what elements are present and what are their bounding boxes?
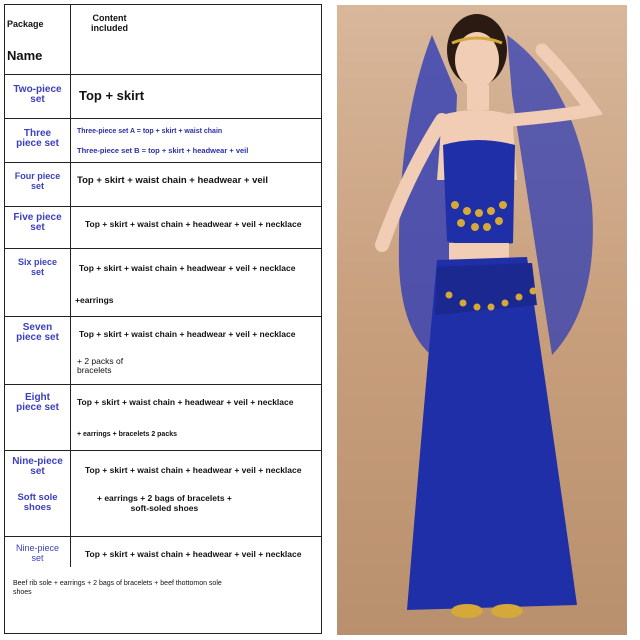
table-row: [5, 317, 321, 385]
row-content: +earrings: [75, 295, 114, 305]
row-name: Six piece set: [17, 257, 58, 277]
row-content: Three-piece set B = top + skirt + headwear + veil: [77, 146, 249, 155]
table-row: [5, 119, 321, 163]
row-name: Nine-piece set: [15, 543, 60, 563]
header-name: Name: [7, 48, 43, 63]
table-header-row: [5, 5, 321, 75]
dancer-illustration: [337, 5, 627, 635]
table-row: [5, 75, 321, 119]
row-content: Top + skirt + waist chain + headwear + veil + necklace: [85, 549, 302, 559]
row-name: Five piece set: [13, 212, 62, 233]
header-package: Package: [7, 19, 44, 29]
left-shoe: [451, 604, 483, 618]
row-content: Top + skirt + waist chain + headwear + veil + necklace: [85, 465, 302, 475]
neck: [467, 85, 489, 110]
table-row: [5, 385, 321, 451]
right-shoe: [491, 604, 523, 618]
row-name: Eight piece set: [16, 392, 59, 413]
row-content: Beef rib sole + earrings + 2 bags of bracelets + beef thottomon sole shoes: [13, 580, 222, 596]
row-content: Top + skirt + waist chain + headwear + veil + necklace: [79, 263, 296, 273]
header-content-cell: [71, 5, 321, 74]
table-row: [5, 249, 321, 317]
row-content: Three-piece set A = top + skirt + waist chain: [77, 128, 223, 135]
row-content: + earrings + bracelets 2 packs: [77, 431, 178, 438]
row-content: Top + skirt + waist chain + headwear + veil: [77, 175, 268, 186]
package-table: [4, 4, 322, 634]
row-content: Top + skirt + waist chain + headwear + veil + necklace: [85, 219, 302, 229]
table-row: [5, 451, 321, 537]
table-row: [5, 207, 321, 249]
table-row: [5, 163, 321, 207]
header-name-cell: [5, 5, 71, 74]
header-content: Content included: [91, 13, 129, 33]
row-name: Nine-piece set: [12, 456, 63, 477]
costume-top: [443, 140, 515, 247]
row-content: + 2 packs of bracelets: [77, 356, 124, 375]
row-name: Three piece set: [16, 128, 59, 149]
row-name: Four piece set: [14, 171, 61, 191]
row-content: Top + skirt + waist chain + headwear + veil + necklace: [79, 329, 296, 339]
table-row: [5, 537, 321, 633]
row-name: Seven piece set: [16, 322, 59, 343]
row-name: Two-piece set: [13, 84, 62, 105]
product-photo: [337, 5, 627, 635]
row-name-secondary: Soft sole shoes: [17, 492, 58, 513]
row-content: Top + skirt + waist chain + headwear + veil + necklace: [77, 397, 294, 407]
row-content: + earrings + 2 bags of bracelets + soft-soled shoes: [97, 493, 232, 513]
row-content: Top + skirt: [79, 88, 145, 103]
